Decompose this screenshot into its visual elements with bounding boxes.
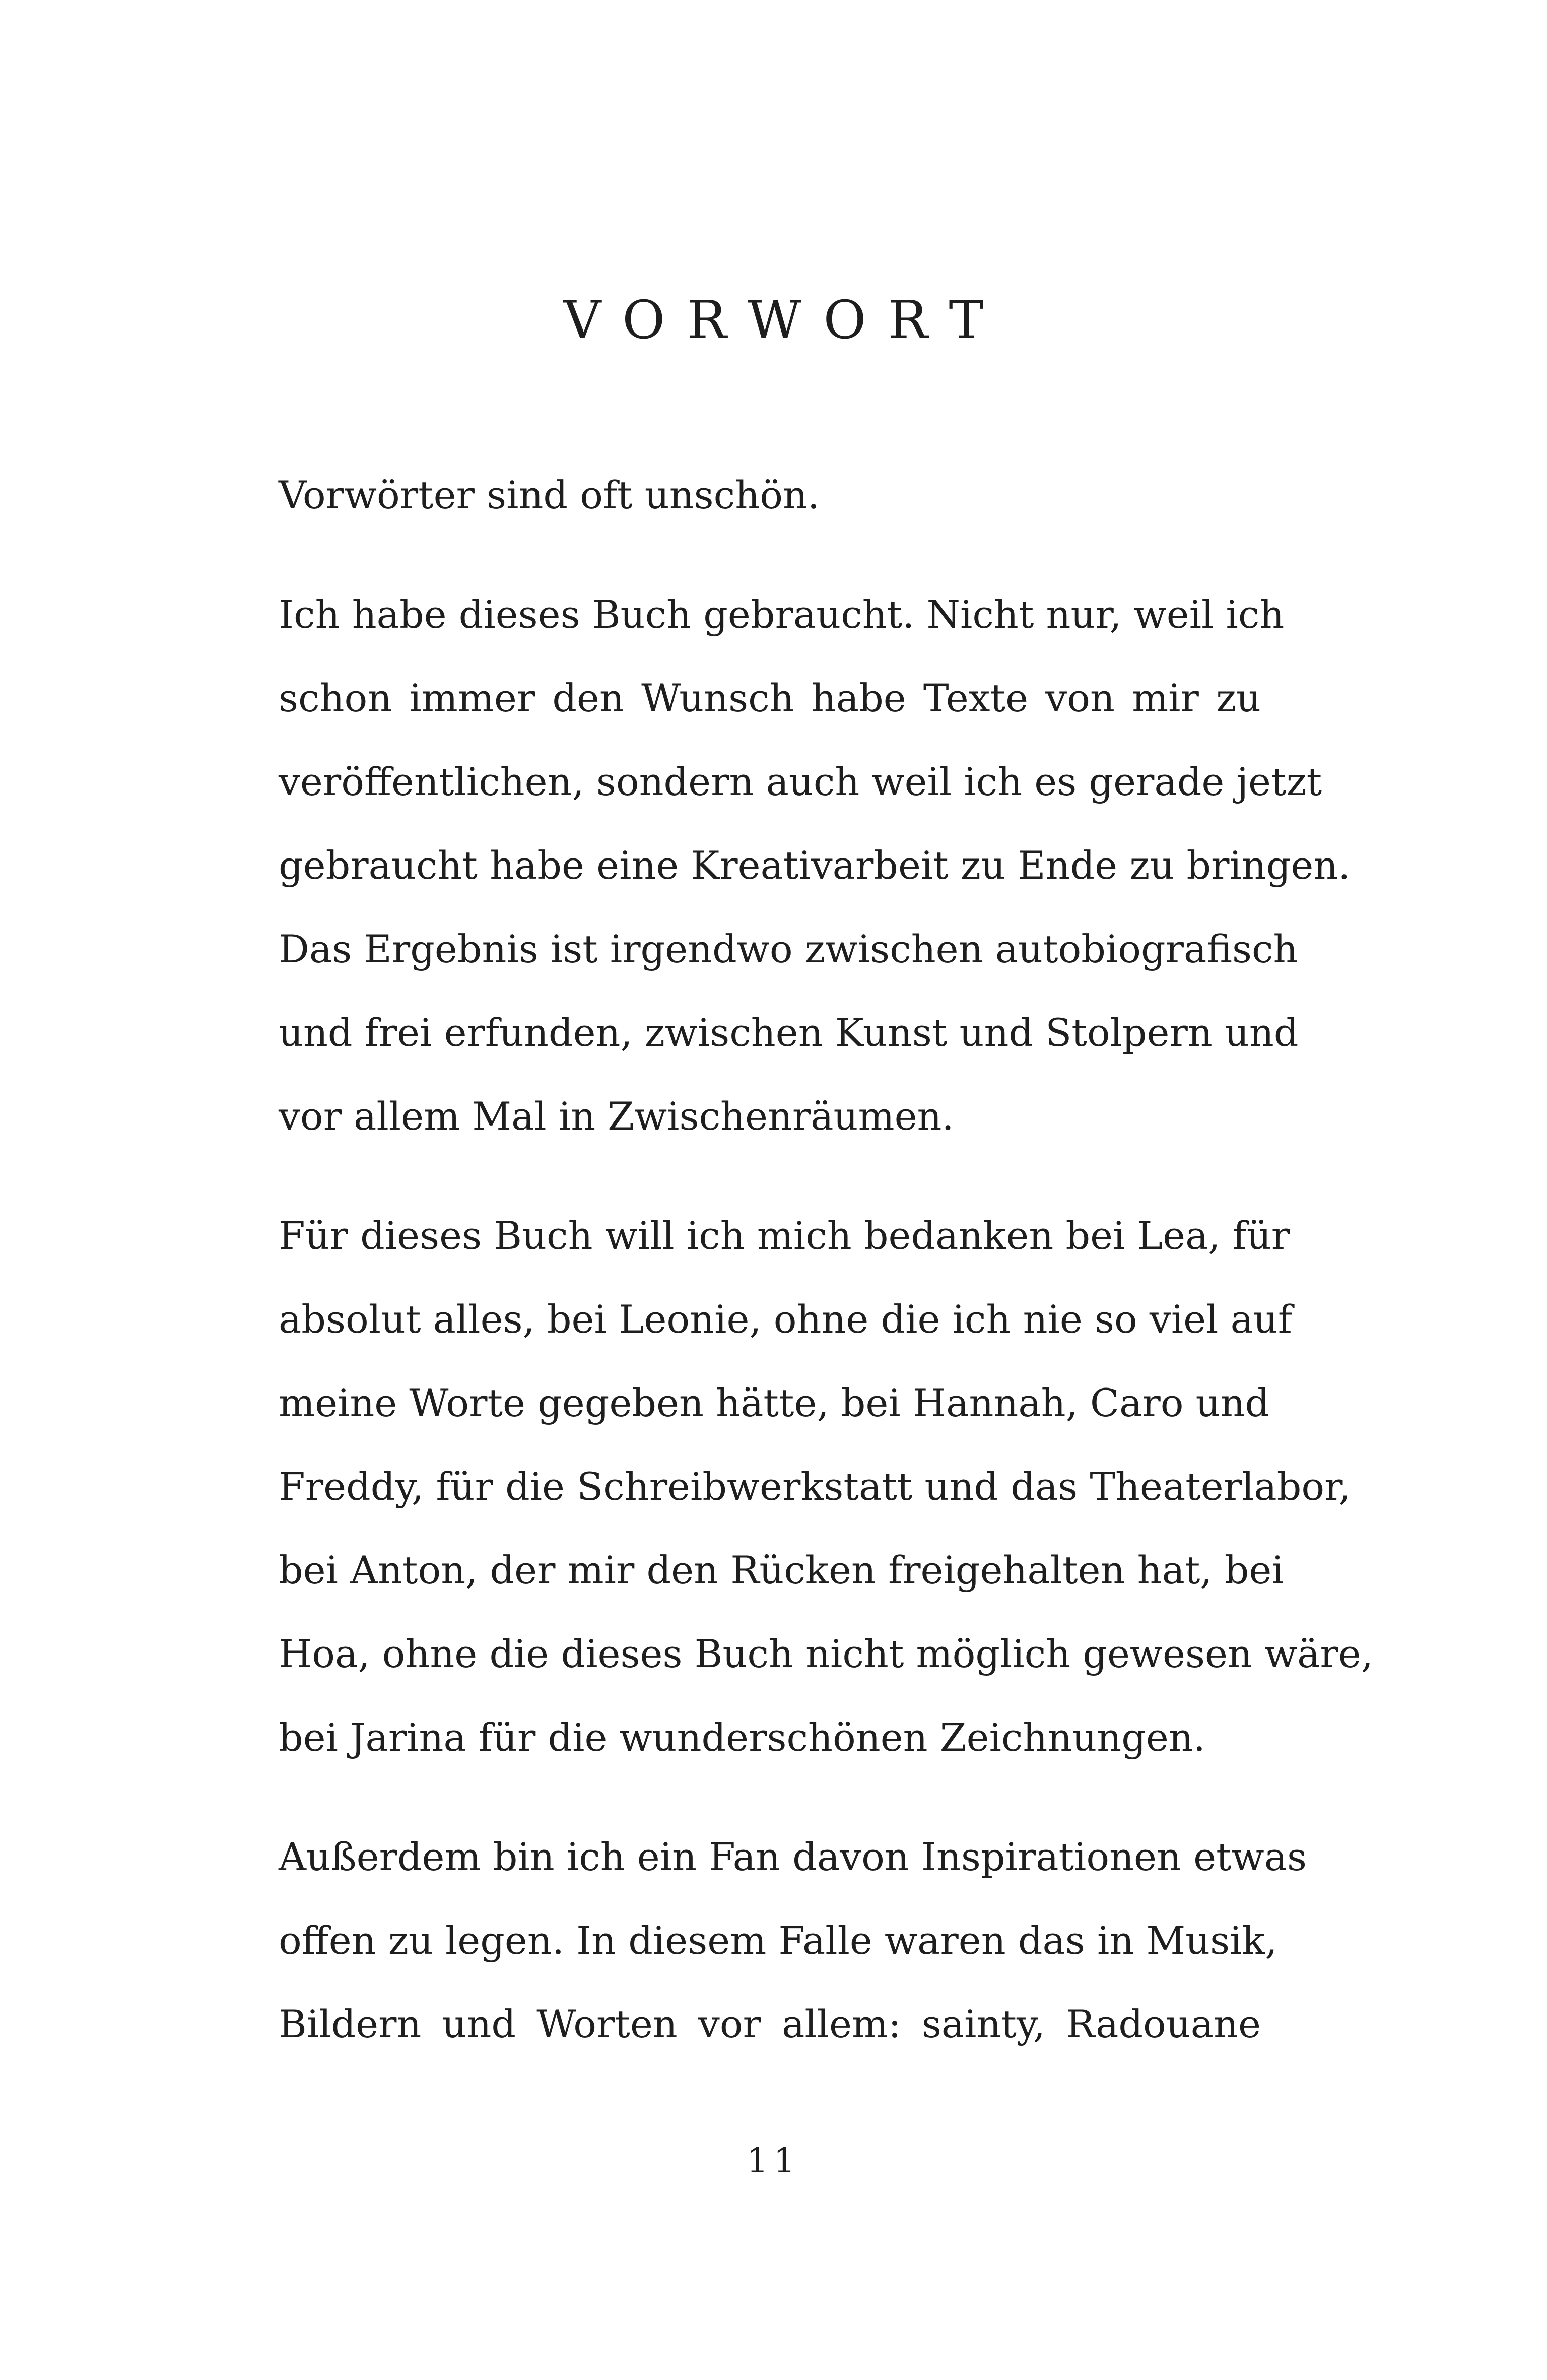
text-line: bei Anton, der mir den Rücken freigehalten hat, bei (279, 1548, 1284, 1593)
text-line: Bildern und Worten vor allem: sainty, Radouane (279, 2002, 1261, 2046)
text-line: Freddy, für die Schreibwerkstatt und das Theaterlabor, (279, 1464, 1351, 1509)
text-line: meine Worte gegeben hätte, bei Hannah, Caro und (279, 1380, 1270, 1425)
text-line: vor allem Mal in Zwischenräumen. (279, 1094, 954, 1139)
text-line: schon immer den Wunsch habe Texte von mir zu (279, 676, 1261, 720)
paragraph-3 (279, 1194, 1373, 1779)
paragraph-4 (279, 1815, 1307, 2066)
paragraph-2 (279, 573, 1351, 1158)
text-line: offen zu legen. In diesem Falle waren das in Musik, (279, 1918, 1277, 1963)
text-line: absolut alles, bei Leonie, ohne die ich nie so viel auf (279, 1297, 1292, 1342)
text-line: und frei erfunden, zwischen Kunst und Stolpern und (279, 1010, 1299, 1055)
text-line: bei Jarina für die wunderschönen Zeichnungen. (279, 1715, 1205, 1760)
paragraph-1 (279, 453, 1261, 537)
text-line: Für dieses Buch will ich mich bedanken bei Lea, für (279, 1213, 1290, 1258)
text-line: Außerdem bin ich ein Fan davon Inspirationen etwas (279, 1834, 1307, 1879)
text-line: Hoa, ohne die dieses Buch nicht möglich gewesen wäre, (279, 1631, 1373, 1676)
text-line: gebraucht habe eine Kreativarbeit zu Ende zu bringen. (279, 843, 1351, 888)
text-line: Das Ergebnis ist irgendwo zwischen autobiografisch (279, 927, 1298, 971)
text-line: Vorwörter sind oft unschön. (279, 473, 820, 517)
chapter-title: VORWORT (563, 289, 1006, 351)
text-line: veröffentlichen, sondern auch weil ich es gerade jetzt (279, 759, 1322, 804)
text-line: Ich habe dieses Buch gebraucht. Nicht nur, weil ich (279, 592, 1285, 637)
page-number: 11 (747, 2141, 800, 2181)
body-text (279, 453, 1373, 2066)
